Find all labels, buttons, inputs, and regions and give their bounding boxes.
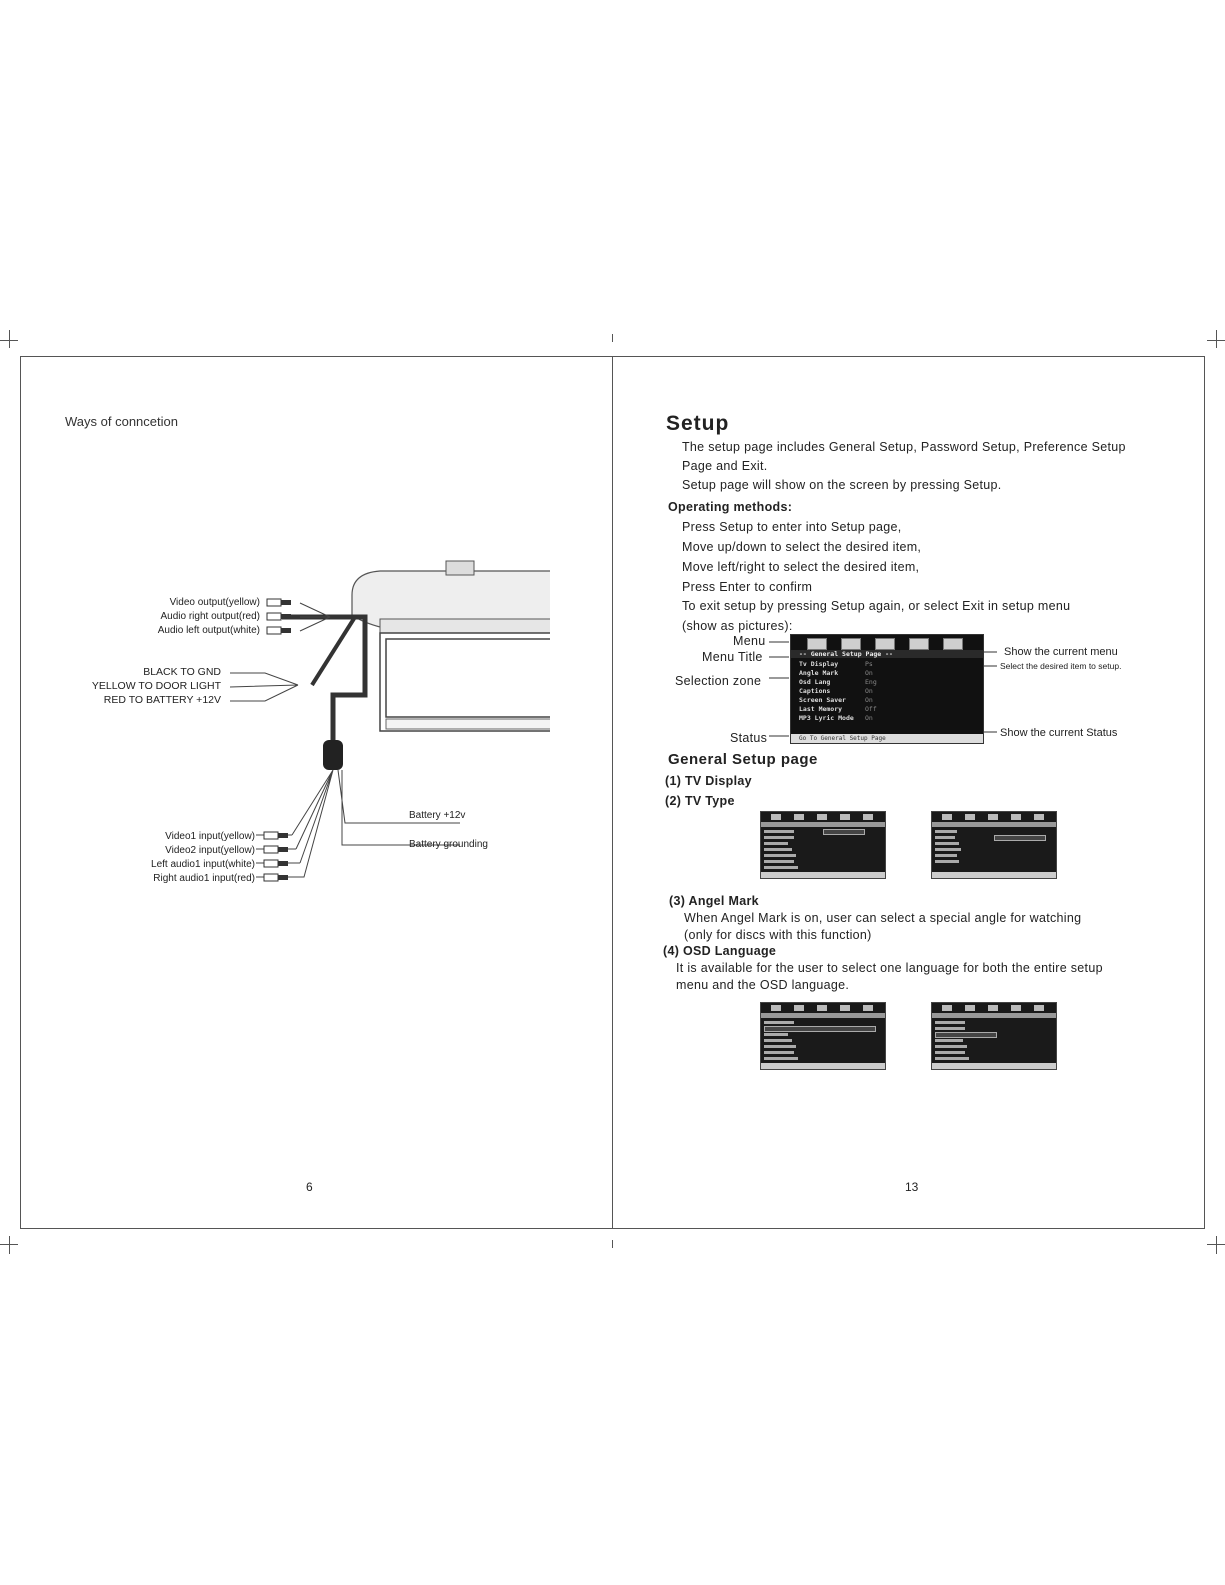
crop-mark xyxy=(612,334,613,342)
osd-status: Go To General Setup Page xyxy=(791,734,983,743)
password-icon xyxy=(909,638,929,650)
osd-value: Eng xyxy=(865,678,877,686)
output-label: Audio right output(red) xyxy=(160,611,260,622)
osd-item: Screen Saver xyxy=(799,696,846,704)
note-current-status: Show the current Status xyxy=(1000,727,1118,739)
operating-step: Press Setup to enter into Setup page, xyxy=(682,520,902,534)
osd-thumbnail-angle-mark xyxy=(760,1002,886,1070)
intro-line: The setup page includes General Setup, Password Setup, Preference Setup xyxy=(682,440,1126,454)
osd-value: Ps xyxy=(865,660,873,668)
label-status: Status xyxy=(730,731,768,745)
angel-text: (only for discs with this function) xyxy=(684,928,872,942)
osd-item: Angle Mark xyxy=(799,669,839,677)
general-setup-heading: General Setup page xyxy=(668,751,818,768)
crop-mark xyxy=(1216,1236,1217,1254)
note-current-menu: Show the current menu xyxy=(1004,646,1118,658)
battery-label: Battery grounding xyxy=(409,839,488,850)
input-label: Left audio1 input(white) xyxy=(151,859,255,870)
osd-item: Tv Display xyxy=(799,660,839,668)
crop-mark xyxy=(1216,330,1217,348)
input-label: Right audio1 input(red) xyxy=(153,873,255,884)
osd-setup-screen xyxy=(790,634,984,744)
crop-mark xyxy=(9,330,10,348)
crop-mark xyxy=(612,1240,613,1248)
osd-title: -- General Setup Page -- xyxy=(791,650,983,658)
power-label: BLACK TO GND xyxy=(143,666,221,678)
osd-value: Off xyxy=(865,705,877,713)
connection-heading: Ways of conncetion xyxy=(65,414,178,429)
exit-icon xyxy=(943,638,963,650)
item-tv-type: (2) TV Type xyxy=(665,794,735,808)
osd-value: On xyxy=(865,714,873,722)
osd-value: On xyxy=(865,696,873,704)
osd-item: Osd Lang xyxy=(799,678,831,686)
item-angel-mark: (3) Angel Mark xyxy=(669,894,759,908)
operating-step: To exit setup by pressing Setup again, or select Exit in setup menu xyxy=(682,599,1071,613)
label-menu: Menu xyxy=(733,634,766,648)
preference-icon xyxy=(875,638,895,650)
osd-item: MP3 Lyric Mode xyxy=(799,714,854,722)
power-label: YELLOW TO DOOR LIGHT xyxy=(91,680,221,692)
general-setup-icon xyxy=(807,638,827,650)
intro-line: Page and Exit. xyxy=(682,459,768,473)
operating-heading: Operating methods: xyxy=(668,500,793,514)
osd-value: On xyxy=(865,687,873,695)
speaker-icon xyxy=(841,638,861,650)
item-osd-language: (4) OSD Language xyxy=(663,944,777,958)
power-label: RED TO BATTERY +12V xyxy=(103,694,221,706)
crop-mark xyxy=(9,1236,10,1254)
battery-label: Battery +12v xyxy=(409,810,466,821)
operating-step: Move left/right to select the desired item, xyxy=(682,560,920,574)
osd-thumbnail-tv-display xyxy=(760,811,886,879)
operating-step: Move up/down to select the desired item, xyxy=(682,540,922,554)
angel-text: When Angel Mark is on, user can select a special angle for watching xyxy=(684,911,1082,925)
osd-text: menu and the OSD language. xyxy=(676,978,850,992)
label-selection-zone: Selection zone xyxy=(675,674,762,688)
osd-text: It is available for the user to select one language for both the entire setup xyxy=(676,961,1103,975)
intro-line: Setup page will show on the screen by pressing Setup. xyxy=(682,478,1002,492)
osd-value: On xyxy=(865,669,873,677)
item-tv-display: (1) TV Display xyxy=(665,774,752,788)
input-label: Video1 input(yellow) xyxy=(165,831,255,842)
input-connectors xyxy=(262,830,297,886)
page-number: 6 xyxy=(306,1180,313,1194)
page-number: 13 xyxy=(905,1180,919,1194)
osd-item: Last Memory xyxy=(799,705,843,713)
osd-item: Captions xyxy=(799,687,831,695)
label-menu-title: Menu Title xyxy=(702,650,763,664)
osd-thumbnail-osd-language xyxy=(931,1002,1057,1070)
output-label: Video output(yellow) xyxy=(169,597,260,608)
operating-step: Press Enter to confirm xyxy=(682,580,813,594)
note-select-item: Select the desired item to setup. xyxy=(1000,661,1122,671)
output-label: Audio left output(white) xyxy=(157,625,260,636)
input-label: Video2 input(yellow) xyxy=(165,845,255,856)
osd-thumbnail-tv-type xyxy=(931,811,1057,879)
page-divider xyxy=(612,356,613,1229)
operating-step: (show as pictures): xyxy=(682,619,793,633)
page-title: Setup xyxy=(666,412,730,435)
output-connectors xyxy=(265,596,300,638)
